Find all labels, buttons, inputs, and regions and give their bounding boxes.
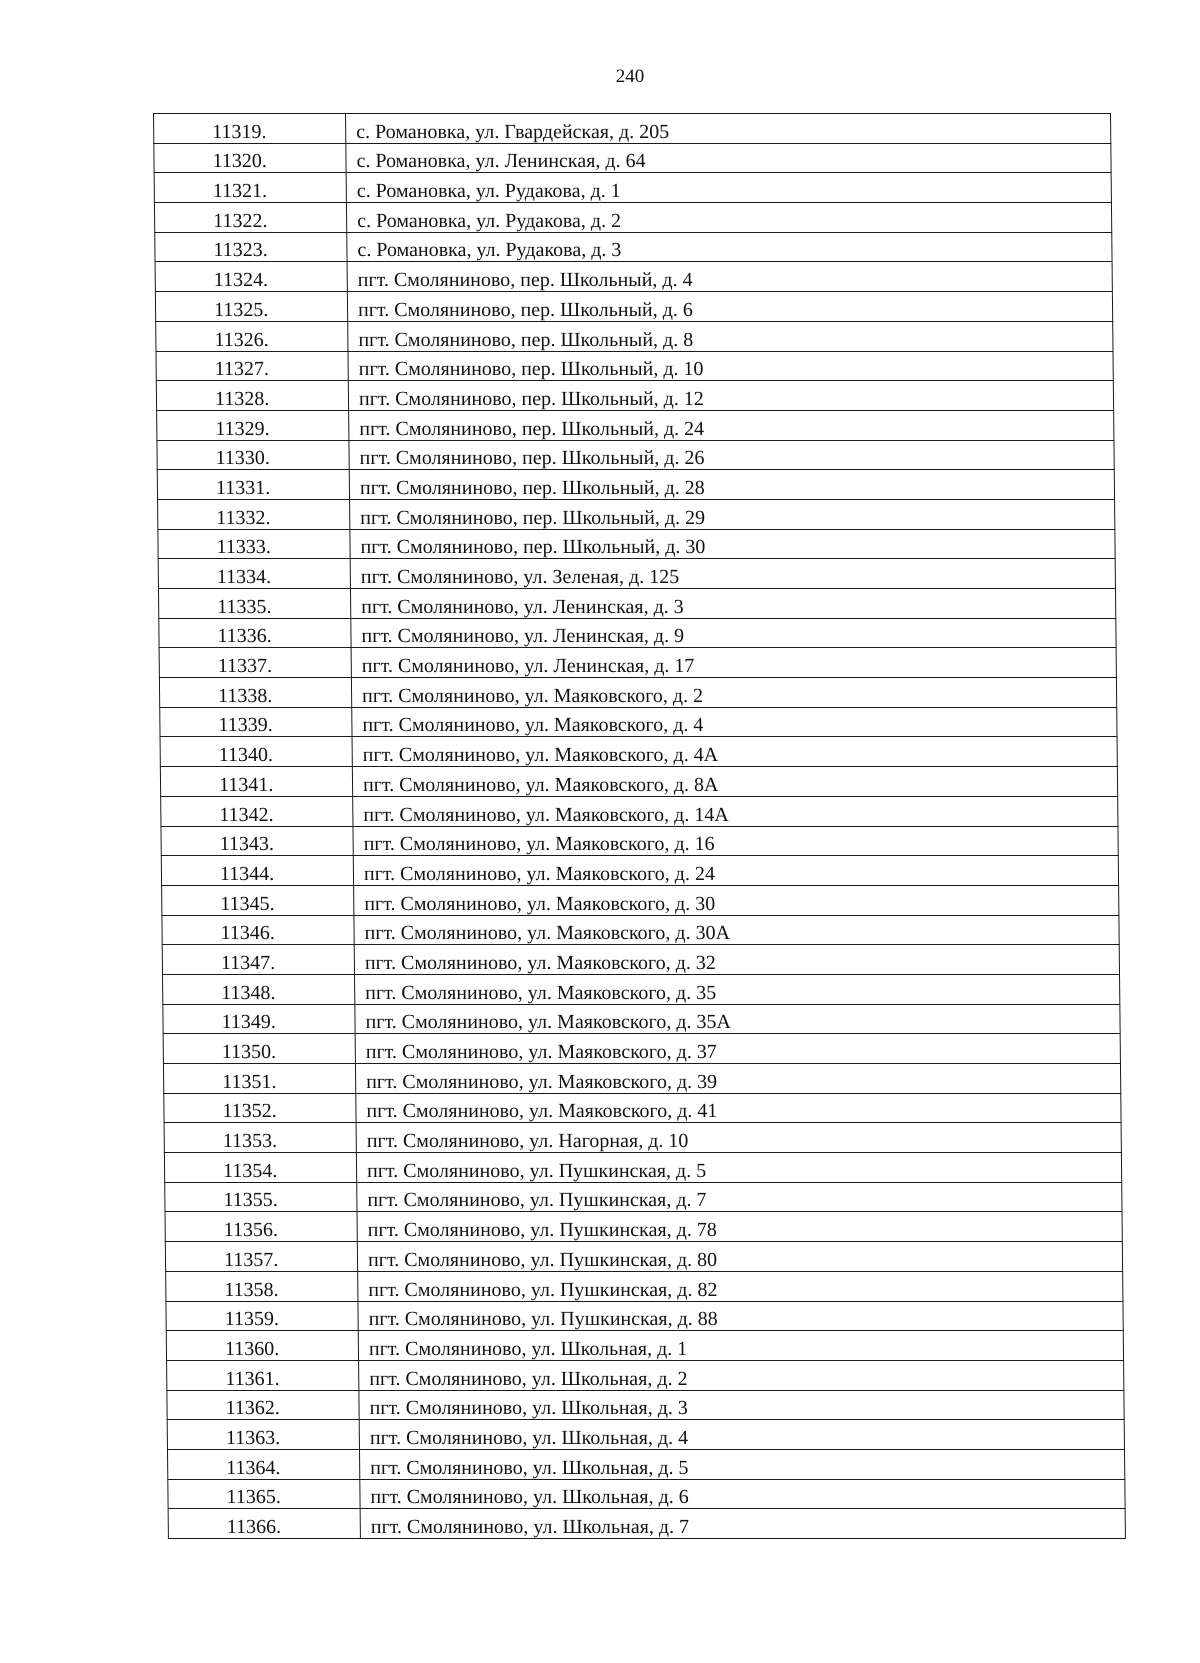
table-row — [160, 707, 1117, 737]
table-row — [157, 440, 1114, 470]
table-row — [160, 767, 1117, 797]
row-address-cell: пгт. Смоляниново, пер. Школьный, д. 8 — [348, 321, 1113, 351]
row-address-cell: пгт. Смоляниново, ул. Школьная, д. 3 — [359, 1390, 1124, 1420]
row-address-cell: пгт. Смоляниново, ул. Маяковского, д. 24 — [353, 856, 1118, 886]
row-number-cell: 11360. — [166, 1331, 358, 1361]
row-number-cell: 11365. — [168, 1479, 360, 1509]
table-row — [163, 1064, 1120, 1094]
row-address-cell: пгт. Смоляниново, ул. Ленинская, д. 3 — [350, 589, 1115, 619]
row-number-cell: 11363. — [167, 1420, 359, 1450]
table-row — [166, 1271, 1123, 1301]
row-number-cell: 11325. — [155, 292, 347, 322]
row-address-cell: пгт. Смоляниново, ул. Школьная, д. 5 — [359, 1449, 1124, 1479]
row-number-cell: 11341. — [160, 767, 352, 797]
row-number-cell: 11339. — [160, 707, 352, 737]
row-address-cell: с. Романовка, ул. Гвардейская, д. 205 — [346, 114, 1111, 144]
table-row — [158, 529, 1115, 559]
row-number-cell: 11337. — [159, 648, 351, 678]
table-row — [167, 1360, 1124, 1390]
row-address-cell: пгт. Смоляниново, пер. Школьный, д. 24 — [349, 410, 1114, 440]
row-address-cell: пгт. Смоляниново, ул. Маяковского, д. 35А — [355, 1004, 1120, 1034]
table-row — [158, 589, 1115, 619]
table-row — [164, 1093, 1121, 1123]
table-row — [154, 114, 1111, 144]
row-address-cell: пгт. Смоляниново, пер. Школьный, д. 26 — [349, 440, 1114, 470]
row-number-cell: 11362. — [167, 1390, 359, 1420]
row-number-cell: 11351. — [163, 1064, 355, 1094]
address-table-body — [154, 114, 1126, 1539]
row-address-cell: пгт. Смоляниново, ул. Маяковского, д. 4А — [352, 737, 1117, 767]
row-address-cell: пгт. Смоляниново, пер. Школьный, д. 4 — [347, 262, 1112, 292]
table-row — [154, 173, 1111, 203]
table-row — [158, 499, 1115, 529]
row-address-cell: пгт. Смоляниново, ул. Школьная, д. 2 — [359, 1360, 1124, 1390]
row-number-cell: 11352. — [164, 1093, 356, 1123]
row-number-cell: 11338. — [159, 678, 351, 708]
row-number-cell: 11349. — [163, 1004, 355, 1034]
table-row — [166, 1331, 1123, 1361]
row-number-cell: 11350. — [163, 1034, 355, 1064]
table-row — [159, 648, 1116, 678]
row-number-cell: 11353. — [164, 1123, 356, 1153]
row-address-cell: пгт. Смоляниново, пер. Школьный, д. 30 — [350, 529, 1115, 559]
row-address-cell: пгт. Смоляниново, ул. Маяковского, д. 30 — [354, 885, 1119, 915]
table-row — [158, 559, 1115, 589]
row-address-cell: пгт. Смоляниново, пер. Школьный, д. 6 — [347, 292, 1112, 322]
table-row — [163, 1034, 1120, 1064]
row-number-cell: 11319. — [154, 114, 346, 144]
table-row — [162, 945, 1119, 975]
row-address-cell: с. Романовка, ул. Ленинская, д. 64 — [346, 143, 1111, 173]
table-row — [165, 1182, 1122, 1212]
table-row — [162, 915, 1119, 945]
row-address-cell: пгт. Смоляниново, ул. Школьная, д. 4 — [359, 1420, 1124, 1450]
row-address-cell: пгт. Смоляниново, ул. Пушкинская, д. 7 — [357, 1182, 1122, 1212]
table-row — [168, 1479, 1125, 1509]
row-number-cell: 11340. — [160, 737, 352, 767]
table-row — [161, 856, 1118, 886]
table-row — [160, 737, 1117, 767]
table-row — [167, 1449, 1124, 1479]
row-number-cell: 11336. — [159, 618, 351, 648]
row-address-cell: пгт. Смоляниново, ул. Маяковского, д. 32 — [354, 945, 1119, 975]
row-number-cell: 11342. — [161, 796, 353, 826]
row-address-cell: пгт. Смоляниново, ул. Школьная, д. 1 — [358, 1331, 1123, 1361]
row-number-cell: 11347. — [162, 945, 354, 975]
row-number-cell: 11322. — [154, 203, 346, 233]
row-number-cell: 11355. — [165, 1182, 357, 1212]
table-row — [161, 796, 1118, 826]
row-address-cell: пгт. Смоляниново, ул. Зеленая, д. 125 — [350, 559, 1115, 589]
table-row — [154, 143, 1111, 173]
row-address-cell: пгт. Смоляниново, пер. Школьный, д. 28 — [349, 470, 1114, 500]
table-row — [159, 618, 1116, 648]
row-number-cell: 11326. — [156, 321, 348, 351]
table-row — [167, 1420, 1124, 1450]
row-number-cell: 11344. — [161, 856, 353, 886]
row-address-cell: пгт. Смоляниново, ул. Школьная, д. 6 — [360, 1479, 1125, 1509]
row-address-cell: пгт. Смоляниново, пер. Школьный, д. 12 — [348, 381, 1113, 411]
row-number-cell: 11348. — [163, 974, 355, 1004]
row-address-cell: пгт. Смоляниново, ул. Пушкинская, д. 78 — [357, 1212, 1122, 1242]
row-address-cell: пгт. Смоляниново, ул. Маяковского, д. 30А — [354, 915, 1119, 945]
table-row — [155, 292, 1112, 322]
table-row — [155, 262, 1112, 292]
row-address-cell: пгт. Смоляниново, ул. Ленинская, д. 17 — [351, 648, 1116, 678]
row-number-cell: 11327. — [156, 351, 348, 381]
row-number-cell: 11361. — [167, 1360, 359, 1390]
row-number-cell: 11358. — [166, 1271, 358, 1301]
table-row — [164, 1153, 1121, 1183]
row-address-cell: пгт. Смоляниново, ул. Маяковского, д. 2 — [351, 678, 1116, 708]
row-address-cell: с. Романовка, ул. Рудакова, д. 3 — [347, 232, 1112, 262]
row-address-cell: пгт. Смоляниново, ул. Маяковского, д. 37 — [355, 1034, 1120, 1064]
table-row — [165, 1212, 1122, 1242]
row-number-cell: 11343. — [161, 826, 353, 856]
row-number-cell: 11354. — [164, 1153, 356, 1183]
row-number-cell: 11331. — [157, 470, 349, 500]
row-number-cell: 11328. — [156, 381, 348, 411]
row-address-cell: пгт. Смоляниново, пер. Школьный, д. 10 — [348, 351, 1113, 381]
table-row — [161, 826, 1118, 856]
row-number-cell: 11356. — [165, 1212, 357, 1242]
row-address-cell: пгт. Смоляниново, ул. Ленинская, д. 9 — [351, 618, 1116, 648]
row-number-cell: 11345. — [162, 885, 354, 915]
row-address-cell: с. Романовка, ул. Рудакова, д. 2 — [346, 203, 1111, 233]
table-row — [162, 885, 1119, 915]
row-address-cell: пгт. Смоляниново, ул. Маяковского, д. 4 — [352, 707, 1117, 737]
table-row — [157, 470, 1114, 500]
row-address-cell: пгт. Смоляниново, ул. Школьная, д. 7 — [360, 1509, 1125, 1539]
row-address-cell: пгт. Смоляниново, ул. Пушкинская, д. 80 — [357, 1242, 1122, 1272]
row-number-cell: 11324. — [155, 262, 347, 292]
row-number-cell: 11323. — [155, 232, 347, 262]
row-number-cell: 11366. — [168, 1509, 360, 1539]
table-row — [156, 381, 1113, 411]
row-address-cell: пгт. Смоляниново, ул. Маяковского, д. 39 — [355, 1064, 1120, 1094]
table-row — [154, 203, 1111, 233]
row-number-cell: 11321. — [154, 173, 346, 203]
row-address-cell: пгт. Смоляниново, ул. Нагорная, д. 10 — [356, 1123, 1121, 1153]
row-address-cell: с. Романовка, ул. Рудакова, д. 1 — [346, 173, 1111, 203]
row-number-cell: 11357. — [165, 1242, 357, 1272]
table-row — [164, 1123, 1121, 1153]
table-row — [167, 1390, 1124, 1420]
row-address-cell: пгт. Смоляниново, ул. Маяковского, д. 14А — [353, 796, 1118, 826]
row-number-cell: 11332. — [158, 499, 350, 529]
row-number-cell: 11329. — [157, 410, 349, 440]
row-number-cell: 11364. — [167, 1449, 359, 1479]
row-number-cell: 11335. — [158, 589, 350, 619]
page-number: 240 — [615, 66, 645, 87]
row-address-cell: пгт. Смоляниново, ул. Маяковского, д. 16 — [353, 826, 1118, 856]
address-table — [153, 113, 1126, 1539]
row-number-cell: 11320. — [154, 143, 346, 173]
table-row — [168, 1509, 1125, 1539]
row-address-cell: пгт. Смоляниново, ул. Пушкинская, д. 82 — [358, 1271, 1123, 1301]
row-address-cell: пгт. Смоляниново, ул. Маяковского, д. 41 — [356, 1093, 1121, 1123]
table-row — [163, 974, 1120, 1004]
row-number-cell: 11330. — [157, 440, 349, 470]
row-address-cell: пгт. Смоляниново, ул. Пушкинская, д. 5 — [356, 1153, 1121, 1183]
row-address-cell: пгт. Смоляниново, ул. Пушкинская, д. 88 — [358, 1301, 1123, 1331]
table-row — [156, 351, 1113, 381]
table-row — [155, 232, 1112, 262]
row-number-cell: 11333. — [158, 529, 350, 559]
table-row — [159, 678, 1116, 708]
row-number-cell: 11346. — [162, 915, 354, 945]
row-address-cell: пгт. Смоляниново, ул. Маяковского, д. 35 — [355, 974, 1120, 1004]
table-row — [166, 1301, 1123, 1331]
row-address-cell: пгт. Смоляниново, пер. Школьный, д. 29 — [350, 499, 1115, 529]
table-row — [157, 410, 1114, 440]
table-row — [165, 1242, 1122, 1272]
table-row — [156, 321, 1113, 351]
row-address-cell: пгт. Смоляниново, ул. Маяковского, д. 8А — [352, 767, 1117, 797]
row-number-cell: 11334. — [158, 559, 350, 589]
table-row — [163, 1004, 1120, 1034]
row-number-cell: 11359. — [166, 1301, 358, 1331]
